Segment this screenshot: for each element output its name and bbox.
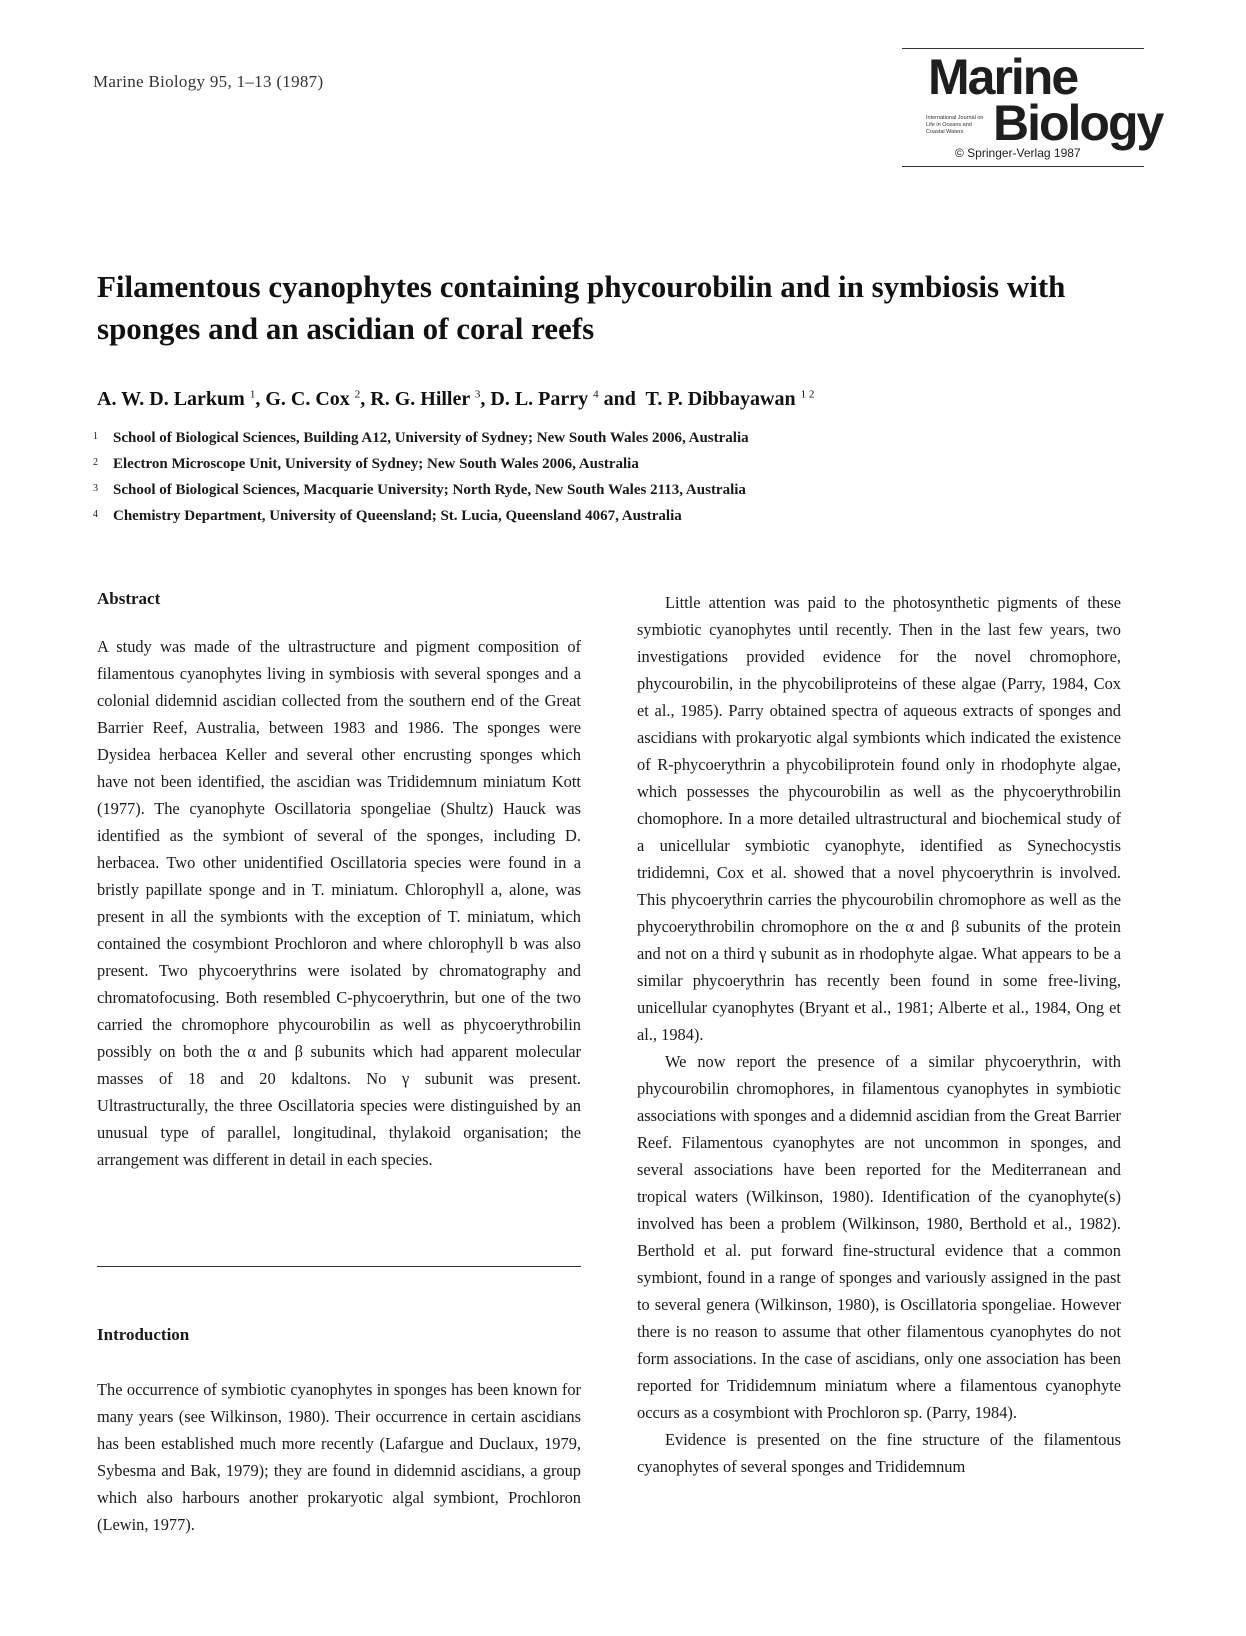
author-affil-mark: 1 2 <box>800 388 815 401</box>
author-affil-mark: 1 <box>249 388 256 401</box>
affiliation-text: Chemistry Department, University of Queensland; St. Lucia, Queensland 4067, Australia <box>113 508 682 524</box>
introduction-paragraph: We now report the presence of a similar phycoerythrin, with phycourobilin chromophores, in filamentous cyanophytes in symbiotic associations with sponges and a didemnid ascidian from the Great Barrier Reef. Filamentous cyanophytes are not uncommon in sponges, and several associations have been reported for the Mediterranean and tropical waters (Wilkinson, 1980). Identification of the cyanophyte(s) involved has been a problem (Wilkinson, 1980, Berthold et al., 1982). Berthold et al. put forward fine-structural evidence that a common symbiont, found in a range of sponges and variously assigned in the past to several genera (Wilkinson, 1980), is Oscillatoria spongeliae. However there is no reason to assume that other filamentous cyanophytes do not form associations. In the case of ascidians, only one association has been reported for Trididemnum miniatum where a filamentous cyanophyte occurs as a cosymbiont with Prochloron sp. (Parry, 1984). <box>637 1052 1121 1422</box>
author-affil-mark: 2 <box>354 388 361 401</box>
affiliation-text: Electron Microscope Unit, University of Sydney; New South Wales 2006, Australia <box>113 456 639 472</box>
author-affil-mark: 3 <box>474 388 481 401</box>
author-separator: , <box>360 388 371 410</box>
affiliation <box>93 508 1193 525</box>
journal-logo-biology: Biology <box>993 95 1163 151</box>
abstract-heading: Abstract <box>97 589 161 608</box>
introduction-heading: Introduction <box>97 1325 190 1344</box>
affiliation-number: 1 <box>93 431 98 442</box>
author-name: T. P. Dibbayawan <box>645 388 796 410</box>
affiliation-text: School of Biological Sciences, Building A12, University of Sydney; New South Wales 2006, Australia <box>113 430 749 446</box>
journal-logo-subtitle: International Journal on Life in Oceans and Coastal Waters <box>926 115 984 135</box>
author-name: G. C. Cox <box>265 388 350 410</box>
author-and: and <box>598 388 641 410</box>
affiliation <box>93 456 1193 473</box>
affiliation <box>93 430 1193 447</box>
journal-reference: Marine Biology 95, 1–13 (1987) <box>93 72 324 91</box>
author-name: A. W. D. Larkum <box>97 388 245 410</box>
author-list <box>97 388 814 411</box>
affiliation-number: 3 <box>93 483 98 494</box>
affiliation-number: 2 <box>93 457 98 468</box>
abstract-paragraph: A study was made of the ultrastructure and pigment composition of filamentous cyanophytes living in symbiosis with several sponges and a colonial didemnid ascidian collected from the southern end of the Great Barrier Reef, Australia, between 1983 and 1986. The sponges were Dysidea herbacea Keller and several other encrusting sponges which have not been identified, the ascidian was Trididemnum miniatum Kott (1977). The cyanophyte Oscillatoria spongeliae (Shultz) Hauck was identified as the symbiont of several of the sponges, including D. herbacea. Two other unidentified Oscillatoria species were found in a bristly papillate sponge and in T. miniatum. Chlorophyll a, alone, was present in all the symbionts with the exception of T. miniatum, which contained the cosymbiont Prochloron and where chlorophyll b was also present. Two phycoerythrins were isolated by chromatography and chromatofocusing. Both resembled C-phycoerythrin, but one of the two carried the chromophore phycourobilin as well as phycoerythrobilin possibly on both the α and β subunits which had apparent molecular masses of 18 and 20 kdaltons. No γ subunit was present. Ultrastructurally, the three Oscillatoria species were distinguished by an unusual type of parallel, longitudinal, thylakoid organisation; the arrangement was different in detail in each species. <box>97 637 581 1169</box>
introduction-paragraph: The occurrence of symbiotic cyanophytes in sponges has been known for many years (see Wilkinson, 1980). Their occurrence in certain ascidians has been established much more recently (Lafargue and Duclaux, 1979, Sybesma and Bak, 1979); they are found in didemnid ascidians, a group which also harbours another prokaryotic algal symbiont, Prochloron (Lewin, 1977). <box>97 1380 581 1534</box>
copyright-notice: © Springer-Verlag 1987 <box>955 146 1081 160</box>
author-separator: , <box>480 388 491 410</box>
author-separator: , <box>255 388 266 410</box>
author-name: D. L. Parry <box>490 388 589 410</box>
abstract-divider <box>97 1266 581 1267</box>
affiliation-number: 4 <box>93 509 98 520</box>
author-affil-mark: 4 <box>593 388 599 401</box>
introduction-paragraph: Evidence is presented on the fine structure of the filamentous cyanophytes of several sponges and Trididemnum <box>637 1430 1121 1476</box>
introduction-left-column <box>97 1376 581 1538</box>
article-title: Filamentous cyanophytes containing phycourobilin and in symbiosis with sponges and an ascidian of coral reefs <box>97 269 1066 346</box>
journal-logo-marine: Marine <box>928 49 1078 105</box>
abstract-body <box>97 633 581 1173</box>
introduction-right-column <box>637 589 1121 1480</box>
affiliation <box>93 482 1193 499</box>
introduction-paragraph: Little attention was paid to the photosynthetic pigments of these symbiotic cyanophytes until recently. Then in the last few years, two investigations provided evidence for the novel chromophore, phycourobilin, in the phycobiliproteins of these algae (Parry, 1984, Cox et al., 1985). Parry obtained spectra of aqueous extracts of sponges and ascidians with prokaryotic algal symbionts which indicated the existence of R-phycoerythrin a phycobiliprotein found only in rhodophyte algae, which possesses the phycourobilin as well as the phycoerythrobilin chomophore. In a more detailed ultrastructural and biochemical study of a unicellular symbiotic cyanophyte, identified as Synechocystis trididemni, Cox et al. showed that a novel phycoerythrin is involved. This phycoerythrin carries the phycourobilin chromophore as well as the phycoerythrobilin chromophore on the α and β subunits of the protein and not on a third γ subunit as in rhodophyte algae. What appears to be a similar phycoerythrin has recently been found in some free-living, unicellular cyanophytes (Bryant et al., 1981; Alberte et al., 1984, Ong et al., 1984). <box>637 593 1121 1044</box>
author-name: R. G. Hiller <box>370 388 470 410</box>
affiliation-text: School of Biological Sciences, Macquarie University; North Ryde, New South Wales 2113, Australia <box>113 482 746 498</box>
logo-rule-bottom <box>902 166 1144 167</box>
